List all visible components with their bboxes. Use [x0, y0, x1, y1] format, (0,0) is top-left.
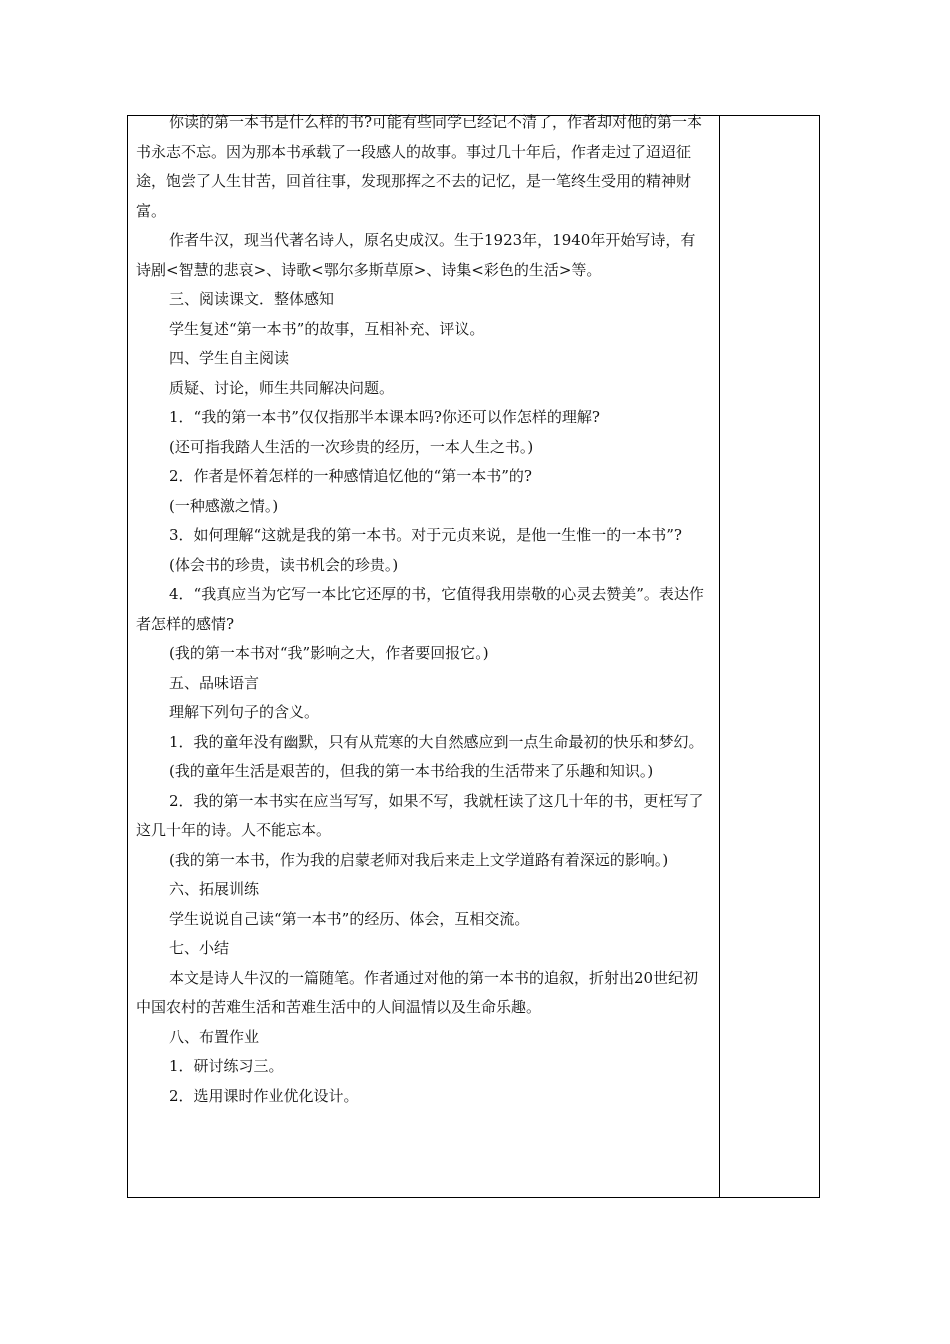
summary-paragraph: 本文是诗人牛汉的一篇随笔。作者通过对他的第一本书的追叙，折射出20世纪初中国农村的苦难生活和苦难生活中的人间温情以及生命乐趣。 — [136, 968, 699, 1016]
section-heading-6: 六、拓展训练 — [169, 880, 260, 898]
section-heading-3: 三、阅读课文．整体感知 — [169, 290, 335, 308]
question-3: 3．如何理解“这就是我的第一本书。对于元贞来说，是他一生惟一的一本书”? — [169, 526, 682, 544]
question-4: 4．“我真应当为它写一本比它还厚的书，它值得我用崇敬的心灵去赞美”。表达作者怎样的感情? — [136, 585, 704, 633]
answer-2: (一种感激之情。) — [169, 496, 279, 515]
sentence-1-explanation: (我的童年生活是艰苦的，但我的第一本书给我的生活带来了乐趣和知识。) — [169, 762, 654, 780]
body-text: 学生复述“第一本书”的故事，互相补充、评议。 — [169, 319, 485, 338]
section-heading-5: 五、品味语言 — [169, 673, 260, 692]
body-text: 理解下列句子的含义。 — [169, 703, 320, 721]
sentence-2-explanation: (我的第一本书，作为我的启蒙老师对我后来走上文学道路有着深远的影响。) — [169, 850, 669, 869]
answer-4: (我的第一本书对“我”影响之大，作者要回报它。) — [169, 644, 489, 662]
section-heading-4: 四、学生自主阅读 — [169, 349, 290, 367]
homework-item-1: 1．研讨练习三。 — [169, 1057, 284, 1075]
answer-1: (还可指我踏人生活的一次珍贵的经历，一本人生之书。) — [169, 437, 534, 456]
section-heading-8: 八、布置作业 — [169, 1027, 260, 1046]
answer-3: (体会书的珍贵，读书机会的珍贵。) — [169, 555, 399, 574]
body-text: 学生说说自己读“第一本书”的经历、体会，互相交流。 — [169, 909, 530, 928]
sentence-2: 2．我的第一本书实在应当写写，如果不写，我就枉读了这几十年的书，更枉写了这几十年的诗。人不能忘本。 — [136, 791, 704, 839]
homework-item-2: 2．选用课时作业优化设计。 — [169, 1086, 359, 1105]
table-column-divider — [719, 115, 720, 1198]
lesson-content — [136, 108, 706, 1111]
intro-paragraph: 你读的第一本书是什么样的书?可能有些同学已经记不清了，作者却对他的第一本书永志不忘。因为那本书承载了一段感人的故事。事过几十年后，作者走过了迢迢征途，饱尝了人生甘苦，回首往事，发现那挥之不去的记忆，是一笔终生受用的精神财富。 — [136, 113, 703, 220]
question-2: 2．作者是怀着怎样的一种感情追忆他的“第一本书”的? — [169, 467, 532, 485]
sentence-1: 1．我的童年没有幽默，只有从荒寒的大自然感应到一点生命最初的快乐和梦幻。 — [169, 732, 704, 751]
question-1: 1．“我的第一本书”仅仅指那半本课本吗?你还可以作怎样的理解? — [169, 408, 600, 426]
author-paragraph: 作者牛汉，现当代著名诗人，原名史成汉。生于1923年，1940年开始写诗，有诗剧<智慧的悲哀>、诗歌<鄂尔多斯草原>、诗集<彩色的生活>等。 — [136, 231, 696, 279]
section-heading-7: 七、小结 — [169, 939, 230, 957]
body-text: 质疑、讨论，师生共同解决问题。 — [169, 378, 395, 397]
